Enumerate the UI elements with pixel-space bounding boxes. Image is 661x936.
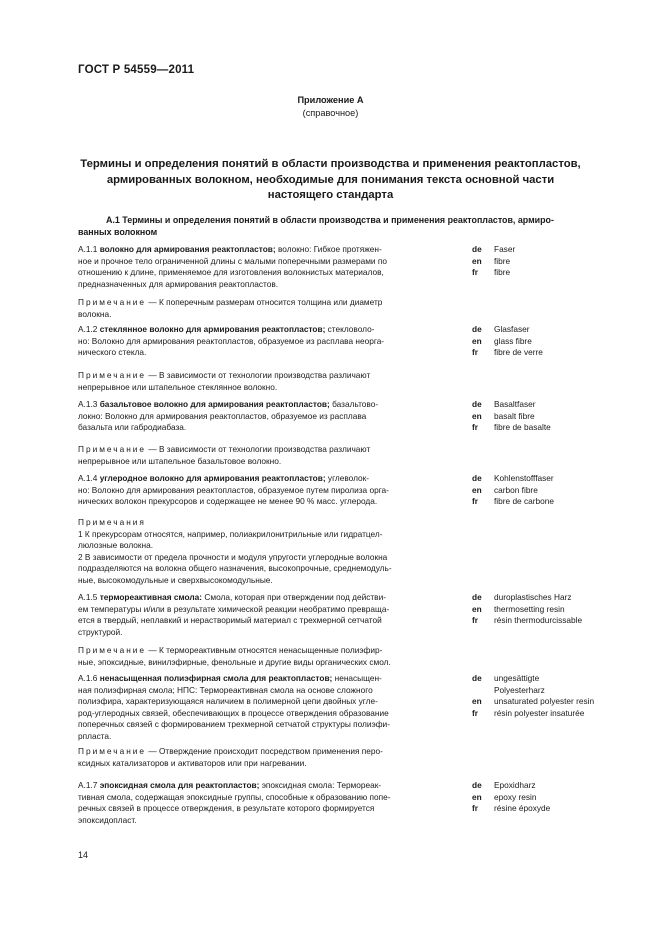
lang-code: de xyxy=(472,592,482,602)
note xyxy=(78,746,455,769)
section-heading xyxy=(78,214,618,238)
lang-code: de xyxy=(472,473,482,483)
term-definition-line: локно: Волокно для армирования реактопластов, образуемое из расплава xyxy=(78,410,367,421)
translation-text: fibre xyxy=(494,255,511,266)
lang-code: en xyxy=(472,335,482,346)
term-name: ненасыщенная полиэфирная смола для реактопластов; xyxy=(99,673,333,683)
lang-code: fr xyxy=(472,615,478,626)
term-definition-line: нических волокон прекурсоров и содержащее не менее 90 % масс. углерода. xyxy=(78,496,378,507)
term-name: эпоксидная смола для реактопластов; xyxy=(99,780,260,790)
note-text: — В зависимости от технологии производства различают xyxy=(148,444,371,454)
term-definition-line: эпоксидопласт. xyxy=(78,814,137,825)
term-definition-line: нического стекла. xyxy=(78,347,147,358)
term-definition: стекловоло- xyxy=(325,324,375,334)
appendix-title: Приложение А xyxy=(297,95,364,105)
appendix-subtitle: (справочное) xyxy=(302,108,359,118)
term-definition-line: но: Волокно для армирования реактопластов, образуемое из расплава неорга- xyxy=(78,335,385,346)
note xyxy=(78,517,455,587)
translation-text: ungesättigte xyxy=(494,673,540,683)
term-name: базальтовое волокно для армирования реактопластов; xyxy=(99,399,330,409)
note-label: Примечание xyxy=(78,645,147,655)
section-heading-line: А.1 Термины и определения понятий в области производства и применения реактопластов, армиро- xyxy=(106,215,554,225)
translation-text: Glasfaser xyxy=(494,324,530,334)
lang-code: en xyxy=(472,603,482,614)
main-title-line: армированных волокном, необходимые для понимания текста основной части xyxy=(106,173,555,186)
note-label: Примечания xyxy=(78,517,146,527)
translation-text: Basaltfaser xyxy=(494,399,536,409)
main-title xyxy=(80,157,581,204)
translation-text: basalt fibre xyxy=(494,410,535,421)
translation-text: résine époxyde xyxy=(494,803,551,814)
lang-code: de xyxy=(472,399,482,409)
term-number: А.1.6 xyxy=(78,673,98,683)
term-number: А.1.3 xyxy=(78,399,98,409)
term-name: стеклянное волокно для армирования реактопластов; xyxy=(99,324,326,334)
term-entry xyxy=(78,473,455,508)
note xyxy=(78,444,455,467)
term-definition-line: ется в твердый, неплавкий и нерастворимый материал с трехмерной сетчатой xyxy=(78,615,382,626)
lang-code: en xyxy=(472,410,482,421)
translation-text: résin thermodurcissable xyxy=(494,615,583,626)
note-label: Примечание xyxy=(78,297,147,307)
term-translations xyxy=(472,244,632,279)
term-definition-line: ное и прочное тело ограниченной длины с малыми поперечными размерами по xyxy=(78,255,387,266)
translation-text: epoxy resin xyxy=(494,791,537,802)
note xyxy=(78,297,455,320)
translation-text: thermosetting resin xyxy=(494,603,565,614)
translation-text: fibre xyxy=(494,267,511,278)
note-text: ные, эпоксидные, винилэфирные, фенольные и другие виды органических смол. xyxy=(78,656,391,667)
note-text: 2 В зависимости от предела прочности и модуля упругости углеродные волокна xyxy=(78,551,388,562)
note-label: Примечание xyxy=(78,370,147,380)
note-text: ные, высокомодульные и сверхвысокомодульные. xyxy=(78,574,273,585)
lang-code: fr xyxy=(472,707,478,718)
term-number: А.1.7 xyxy=(78,780,98,790)
term-definition-line: но: Волокно для армирования реактопластов, образуемое путем пиролиза орга- xyxy=(78,484,389,495)
note xyxy=(78,370,455,393)
term-entry xyxy=(78,399,455,434)
term-number: А.1.1 xyxy=(78,244,98,254)
translation-text: Faser xyxy=(494,244,516,254)
term-definition: углеволок- xyxy=(325,473,370,483)
main-title-line: Термины и определения понятий в области производства и применения реактопластов, xyxy=(80,158,581,170)
lang-code: en xyxy=(472,696,482,707)
page-number: 14 xyxy=(78,850,89,860)
translation-text: Kohlenstofffaser xyxy=(494,473,554,483)
main-title-line: настоящего стандарта xyxy=(267,189,394,201)
note-text: ксидных катализаторов и активаторов или при нагревании. xyxy=(78,757,307,768)
term-definition-line: полиэфира, характеризующаяся наличием в полимерной цепи двойных угле- xyxy=(78,696,378,707)
note-text: — В зависимости от технологии производства различают xyxy=(148,370,371,380)
note-text: — К поперечным размерам относится толщина или диаметр xyxy=(148,297,383,307)
term-definition-line: предназначенных для армирования реактопластов. xyxy=(78,278,279,289)
term-definition-line: рпласта. xyxy=(78,730,112,741)
translation-text: fibre de carbone xyxy=(494,496,554,507)
term-translations xyxy=(472,324,632,359)
lang-code: fr xyxy=(472,347,478,358)
lang-code: fr xyxy=(472,422,478,433)
term-number: А.1.5 xyxy=(78,592,98,602)
term-name: углеродное волокно для армирования реактопластов; xyxy=(99,473,326,483)
note-label: Примечание xyxy=(78,444,147,454)
term-definition-line: речных связей в процессе отверждения, в результате которого формируется xyxy=(78,803,375,814)
term-entry xyxy=(78,673,455,743)
lang-code: fr xyxy=(472,267,478,278)
lang-code: en xyxy=(472,255,482,266)
translation-text: résin polyester insaturée xyxy=(494,707,585,718)
term-translations xyxy=(472,399,632,434)
term-number: А.1.4 xyxy=(78,473,98,483)
note-text: подразделяются на волокна общего назначения, высокопрочные, среднемодуль- xyxy=(78,563,392,574)
term-translations xyxy=(472,592,632,627)
translation-text: glass fibre xyxy=(494,335,532,346)
note-text: — Отверждение происходит посредством применения перо- xyxy=(148,746,383,756)
translation-text: fibre de basalte xyxy=(494,422,551,433)
note-text: волокна. xyxy=(78,308,112,319)
term-name: волокно для армирования реактопластов; xyxy=(99,244,276,254)
lang-code: fr xyxy=(472,803,478,814)
lang-code: de xyxy=(472,324,482,334)
term-definition-line: ная полиэфирная смола; НПС: Термореактивная смола на основе сложного xyxy=(78,684,373,695)
translation-text: Epoxidharz xyxy=(494,780,536,790)
note-text: непрерывное или штапельное базальтовое волокно. xyxy=(78,455,282,466)
term-definition: Смола, которая при отверждении под действи- xyxy=(202,592,386,602)
lang-code xyxy=(472,685,494,697)
term-definition: волокно: Гибкое протяжен- xyxy=(275,244,382,254)
term-definition-line: тивная смола, содержащая эпоксидные группы, способные к образованию попе- xyxy=(78,791,391,802)
term-definition-line: структурой. xyxy=(78,626,123,637)
lang-code: de xyxy=(472,244,482,254)
document-id: ГОСТ Р 54559—2011 xyxy=(78,64,195,76)
term-entry xyxy=(78,244,455,290)
translation-text: duroplastisches Harz xyxy=(494,592,572,602)
term-definition-line: ем температуры и/или в результате химической реакции необратимо превраща- xyxy=(78,603,390,614)
lang-code: de xyxy=(472,673,482,683)
term-name: термореактивная смола: xyxy=(99,592,203,602)
term-entry xyxy=(78,780,455,826)
term-entry xyxy=(78,592,455,638)
term-number: А.1.2 xyxy=(78,324,98,334)
term-definition-line: поперечных связей с формированием трехмерной сетчатой структуры полиэфи- xyxy=(78,719,390,730)
note-label: Примечание xyxy=(78,746,147,756)
lang-code: en xyxy=(472,484,482,495)
term-translations xyxy=(472,473,632,508)
term-definition: эпоксидная смола: Термореак- xyxy=(259,780,382,790)
lang-code: de xyxy=(472,780,482,790)
note-text: непрерывное или штапельное стеклянное волокно. xyxy=(78,381,278,392)
note-text: — К термореактивным относятся ненасыщенные полиэфир- xyxy=(148,645,383,655)
term-definition: базальтово- xyxy=(329,399,379,409)
section-heading-line: ванных волокном xyxy=(78,227,158,237)
lang-code: fr xyxy=(472,496,478,507)
term-entry xyxy=(78,324,455,359)
term-definition-line: род-углеродных связей, обеспечивающих в процессе отверждения образование xyxy=(78,707,389,718)
lang-code: en xyxy=(472,791,482,802)
translation-text: Polyesterharz xyxy=(494,684,545,695)
note-text: люлозные волокна. xyxy=(78,540,154,551)
translation-text: unsaturated polyester resin xyxy=(494,696,595,707)
term-definition-line: отношению к длине, применяемое для изготовления волокнистых материалов, xyxy=(78,267,384,278)
translation-text: carbon fibre xyxy=(494,484,538,495)
term-definition-line: базальта или габродиабаза. xyxy=(78,422,187,433)
term-definition: ненасыщен- xyxy=(332,673,382,683)
note-text: 1 К прекурсорам относятся, например, полиакрилонитрильные или гидратцел- xyxy=(78,528,383,539)
term-translations xyxy=(472,673,632,719)
translation-text: fibre de verre xyxy=(494,347,543,358)
term-translations xyxy=(472,780,632,815)
note xyxy=(78,645,455,668)
